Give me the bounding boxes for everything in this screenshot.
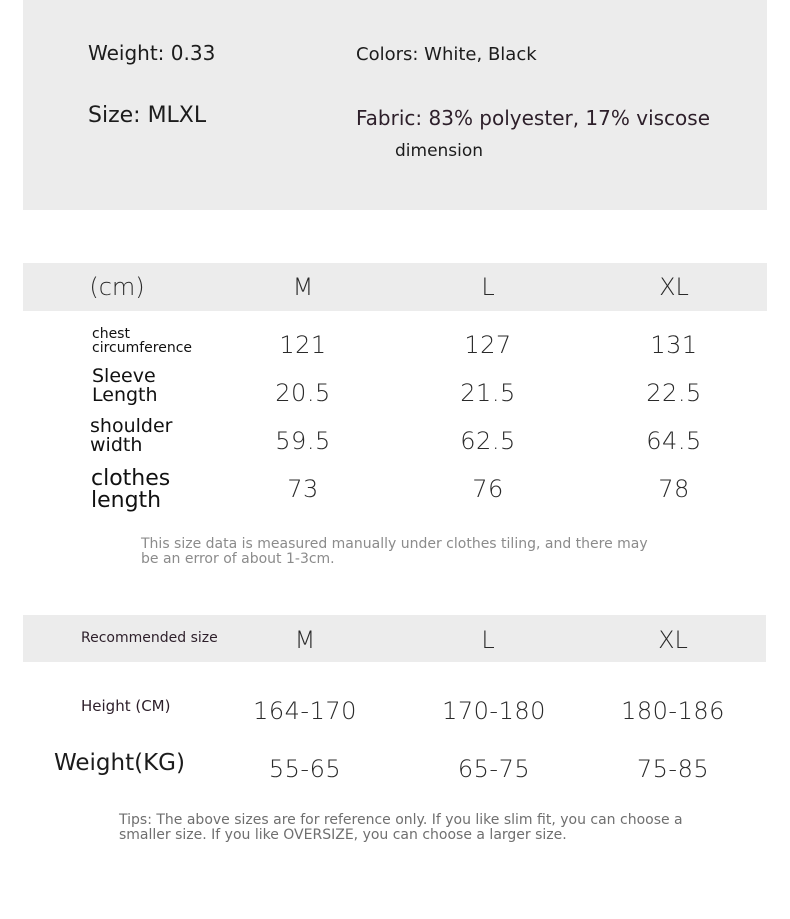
column-header-l: L <box>481 626 495 654</box>
table-cell: 127 <box>464 331 512 359</box>
row-label-chest: chest circumference <box>92 326 193 357</box>
table-cell: 59.5 <box>275 427 331 455</box>
table-cell: 65-75 <box>457 755 531 783</box>
column-header-m: M <box>292 273 314 301</box>
row-label-sleeve: Sleeve Length <box>92 365 158 407</box>
measurement-note: This size data is measured manually under clothes tiling, and there may be an error of about 1-3cm. <box>141 536 648 567</box>
table-cell: 75-85 <box>636 755 710 783</box>
table-cell: 131 <box>650 331 698 359</box>
column-header-m: M <box>294 626 316 654</box>
table-cell: 121 <box>279 331 327 359</box>
table-cell: 21.5 <box>460 379 516 407</box>
fabric-text: Fabric: 83% polyester, 17% viscose <box>356 106 711 130</box>
row-label-shoulder: shoulder width <box>90 415 173 457</box>
column-header-l: L <box>481 273 495 301</box>
table-cell: 22.5 <box>646 379 702 407</box>
tips-text: Tips: The above sizes are for reference only. If you like slim fit, you can choose a smaller size. If you like OVERSIZE, you can choose a larger size. <box>119 812 683 843</box>
row-label-height: Height (CM) <box>81 697 171 715</box>
table-cell: 55-65 <box>268 755 342 783</box>
table-cell: 62.5 <box>460 427 516 455</box>
unit-header: (cm) <box>89 273 145 301</box>
dimension-text: dimension <box>395 141 484 161</box>
weight-text: Weight: 0.33 <box>88 41 216 65</box>
colors-text: Colors: White, Black <box>356 44 537 65</box>
column-header-xl: XL <box>658 626 688 654</box>
size-text: Size: MLXL <box>88 103 207 128</box>
column-header-xl: XL <box>659 273 689 301</box>
table-cell: 180-186 <box>621 697 725 725</box>
table-cell: 64.5 <box>646 427 702 455</box>
table-cell: 78 <box>658 475 690 503</box>
recommended-size-label: Recommended size <box>81 630 218 646</box>
table-cell: 20.5 <box>275 379 331 407</box>
row-label-length: clothes length <box>91 466 171 514</box>
table-cell: 73 <box>287 475 319 503</box>
table-cell: 170-180 <box>442 697 546 725</box>
table-cell: 76 <box>472 475 504 503</box>
row-label-weight: Weight(KG) <box>54 750 185 776</box>
table-cell: 164-170 <box>253 697 357 725</box>
